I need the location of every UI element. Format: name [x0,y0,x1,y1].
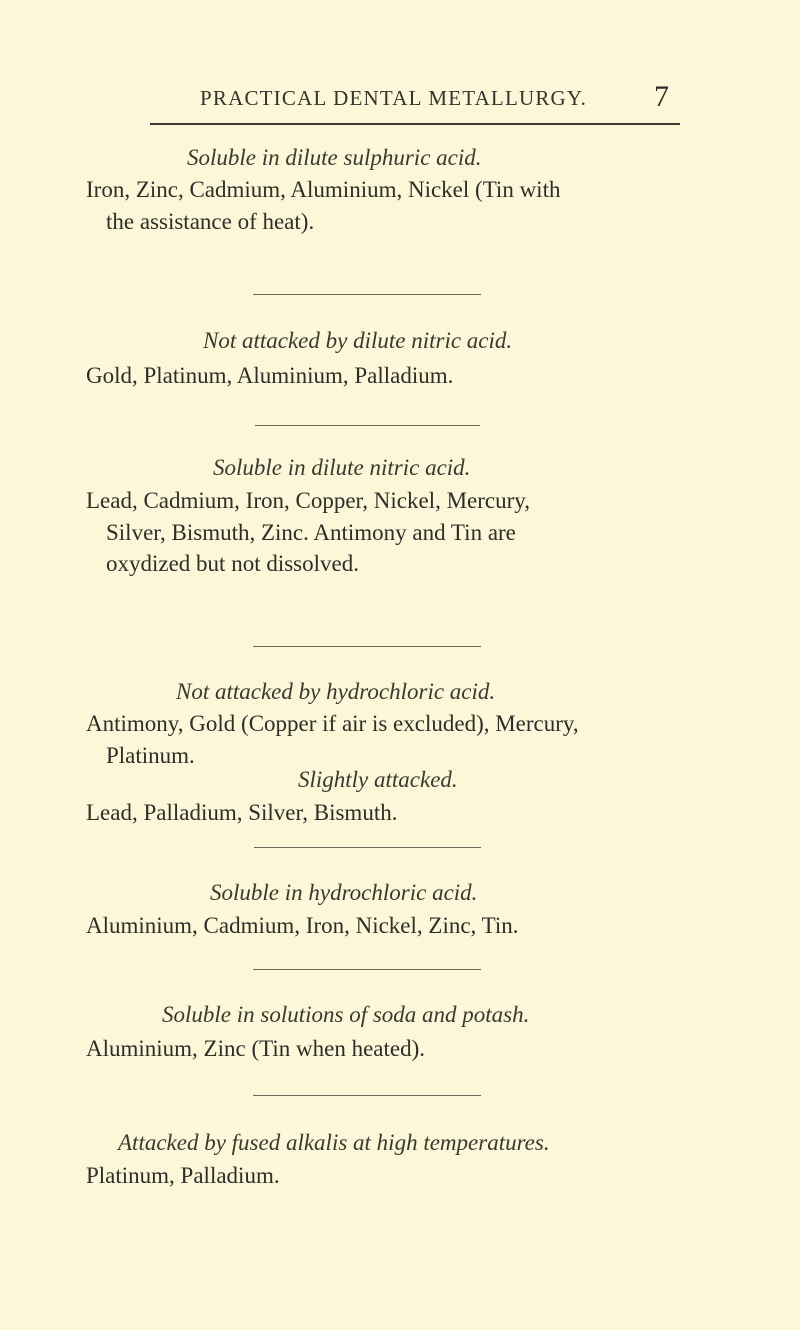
body-line: Gold, Platinum, Aluminium, Palladium. [86,363,454,388]
body-line: Aluminium, Cadmium, Iron, Nickel, Zinc, Tin. [86,913,519,938]
section-heading: Attacked by fused alkalis at high temperatures. [118,1130,550,1155]
body-line: Platinum. [106,742,195,768]
section-heading: Soluble in dilute sulphuric acid. [187,145,482,170]
running-head-title: PRACTICAL DENTAL METALLURGY. [200,86,588,110]
section-divider [253,294,481,295]
running-head [0,80,800,116]
body-line: the assistance of heat). [106,208,315,234]
section-divider [253,1095,481,1096]
section-body [86,708,686,771]
section-body [86,910,686,942]
section-divider [254,847,481,848]
section-divider [253,646,481,647]
body-line: Antimony, Gold (Copper if air is excluded), Mercury, [86,711,579,736]
body-line: oxydized but not dissolved. [106,551,359,576]
body-line: Lead, Palladium, Silver, Bismuth. [86,800,398,825]
section-body [86,1160,686,1192]
section-heading: Slightly attacked. [298,767,458,792]
section-heading: Soluble in solutions of soda and potash. [162,1002,530,1027]
section-body [86,174,686,237]
body-line: Aluminium, Zinc (Tin when heated). [86,1036,425,1061]
body-line: Lead, Cadmium, Iron, Copper, Nickel, Mercury, [86,488,531,513]
section-body [86,360,686,392]
section-body [86,485,686,580]
section-body [86,1033,686,1065]
section-divider [255,425,480,426]
section-heading: Not attacked by dilute nitric acid. [203,328,513,353]
section-heading: Not attacked by hydrochloric acid. [176,679,496,704]
body-line: Silver, Bismuth, Zinc. Antimony and Tin are [106,519,516,545]
header-rule [150,123,680,125]
section-heading: Soluble in dilute nitric acid. [213,455,471,480]
page-number: 7 [654,80,669,113]
body-line: Platinum, Palladium. [86,1163,280,1188]
section-heading: Soluble in hydrochloric acid. [210,880,478,905]
body-line: Iron, Zinc, Cadmium, Aluminium, Nickel (Tin with [86,177,561,202]
section-body [86,797,686,829]
section-divider [253,969,481,970]
